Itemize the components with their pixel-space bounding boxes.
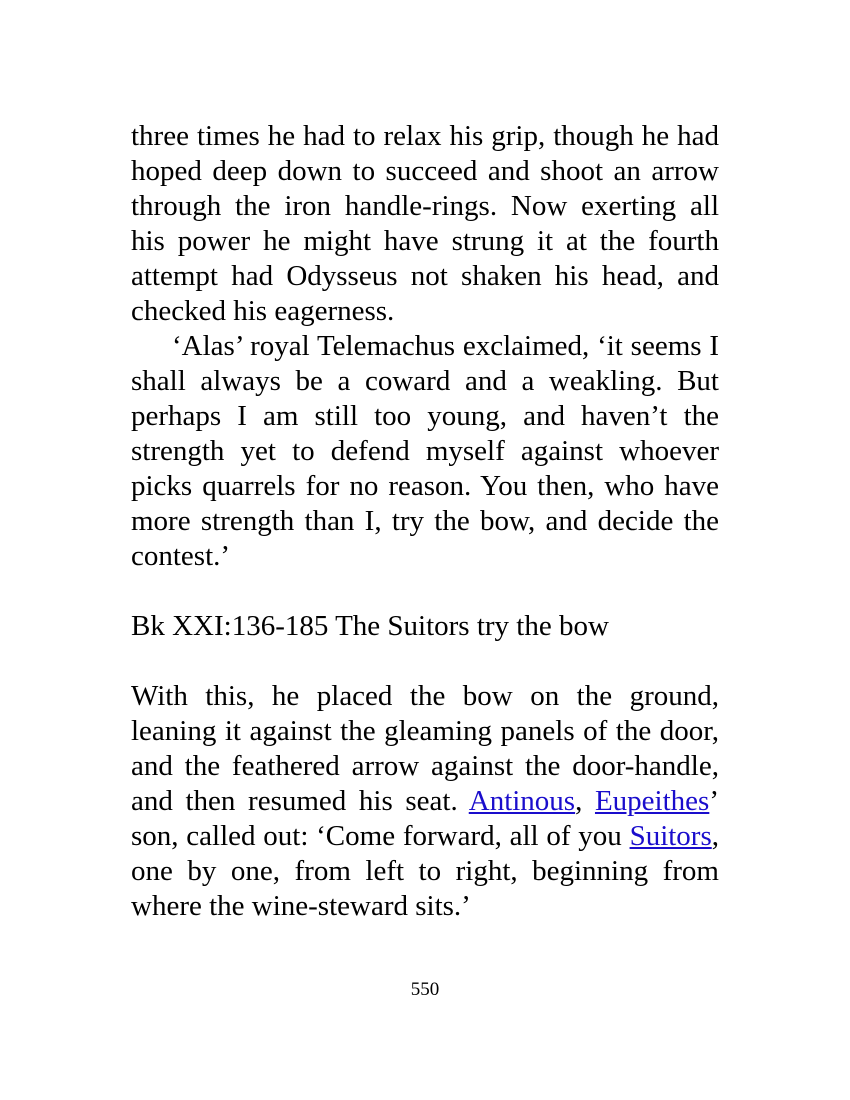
link-suitors[interactable]: Suitors <box>629 820 712 852</box>
paragraph-suitors <box>131 679 719 924</box>
paragraph-text: ’ son, called out: ‘Come forward, all of you <box>131 785 719 852</box>
paragraph-telemachus: ‘Alas’ royal Telemachus exclaimed, ‘it seems I shall always be a coward and a weakling. But perhaps I am still too young, and haven’t the strength yet to defend myself against whoever picks quarrels for no reason. You then, who have more strength than I, try the bow, and decide the contest.’ <box>131 330 719 572</box>
paragraph-continuation: three times he had to relax his grip, though he had hoped deep down to succeed and shoot an arrow through the iron handle-rings. Now exerting all his power he might have strung it at the fourth attempt had Odysseus not shaken his head, and checked his eagerness. <box>131 120 719 327</box>
paragraph-text: , <box>575 785 595 817</box>
paragraph-text: With this, he placed the bow on the ground, leaning it against the gleaming panels of the door, and the feathered arrow against the door-handle, and then resumed his seat. <box>131 680 719 817</box>
document-page <box>131 119 719 924</box>
section-heading: Bk XXI:136-185 The Suitors try the bow <box>131 610 609 642</box>
link-antinous[interactable]: Antinous <box>468 785 576 817</box>
link-eupeithes[interactable]: Eupeithes <box>594 785 710 817</box>
page-number: 550 <box>410 979 440 1000</box>
paragraph-text: , one by one, from left to right, beginning from where the wine-steward sits.’ <box>131 820 719 922</box>
